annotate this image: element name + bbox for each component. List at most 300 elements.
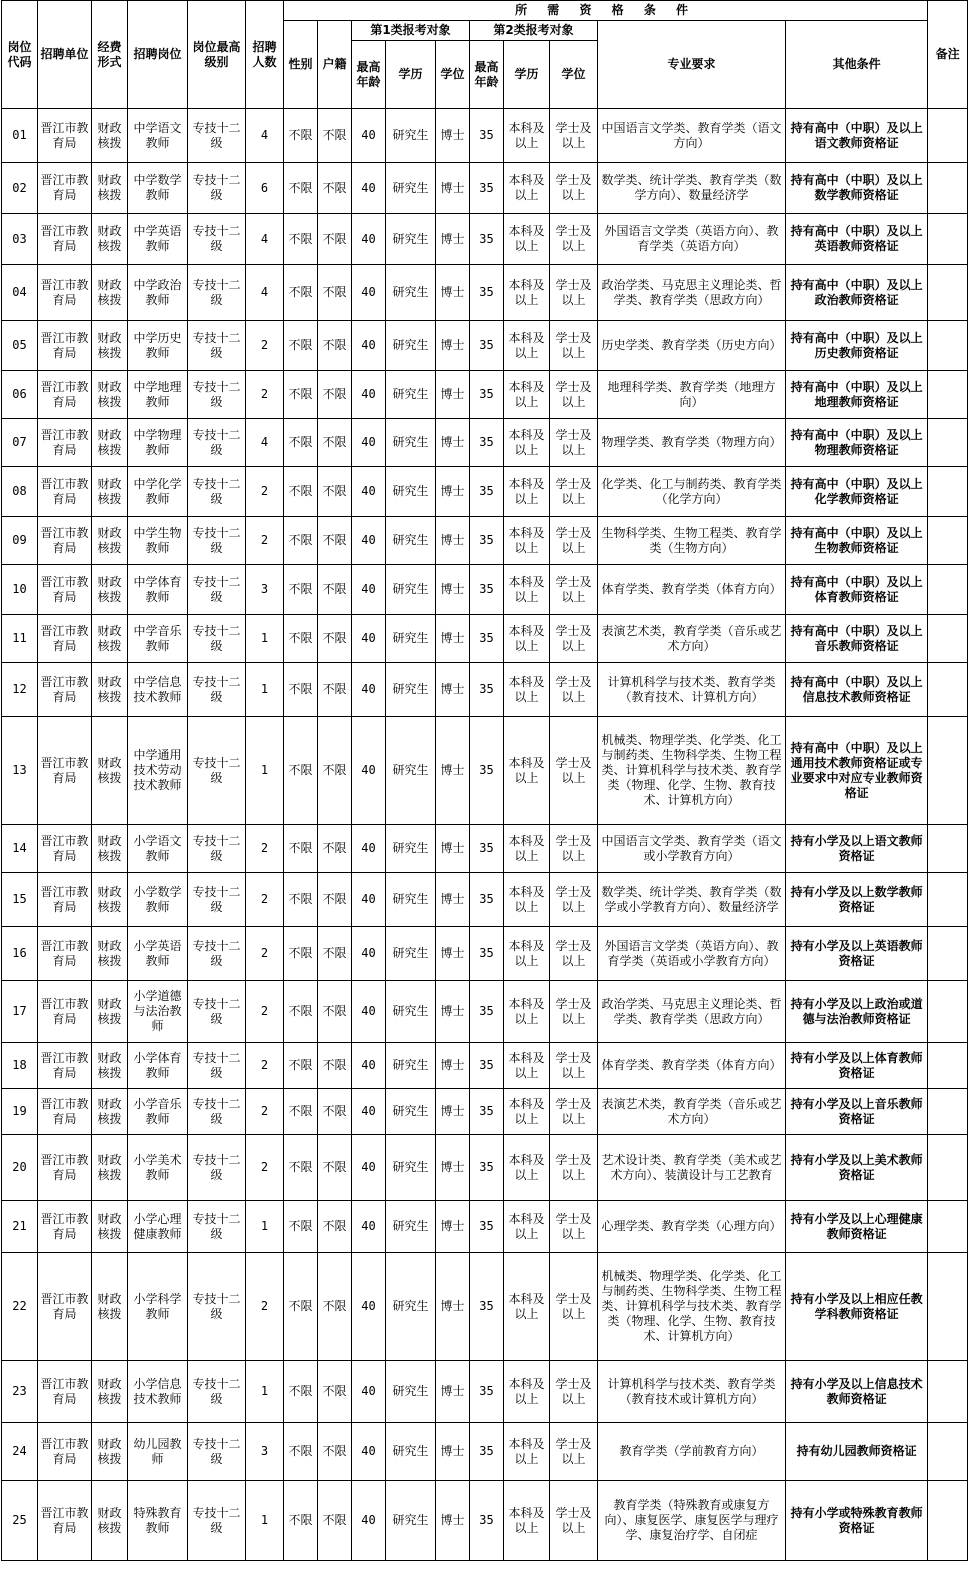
cell-remark (928, 1423, 968, 1481)
cell-other: 持有小学及以上相应任教学科教师资格证 (786, 1253, 928, 1361)
cell-unit: 晋江市教育局 (38, 1043, 92, 1089)
cell-code: 09 (2, 517, 38, 565)
cell-level: 专技十二级 (188, 321, 246, 371)
cell-education-1: 研究生 (386, 517, 436, 565)
cell-degree-2: 学士及以上 (550, 163, 598, 214)
cell-education-2: 本科及以上 (504, 517, 550, 565)
header-gender: 性别 (284, 21, 318, 109)
cell-remark (928, 265, 968, 321)
cell-other: 持有小学或特殊教育教师资格证 (786, 1481, 928, 1561)
cell-other: 持有高中（中职）及以上信息技术教师资格证 (786, 663, 928, 717)
cell-max-age-2: 35 (470, 1201, 504, 1253)
header-education-2: 学历 (504, 41, 550, 109)
table-row (2, 1361, 968, 1423)
cell-max-age-2: 35 (470, 517, 504, 565)
cell-gender: 不限 (284, 1481, 318, 1561)
cell-education-2: 本科及以上 (504, 109, 550, 163)
table-row (2, 1423, 968, 1481)
cell-degree-2: 学士及以上 (550, 109, 598, 163)
cell-code: 07 (2, 419, 38, 467)
table-row (2, 615, 968, 663)
cell-major: 教育学类（学前教育方向） (598, 1423, 786, 1481)
cell-unit: 晋江市教育局 (38, 663, 92, 717)
cell-education-1: 研究生 (386, 1253, 436, 1361)
cell-funding: 财政核拨 (92, 517, 128, 565)
cell-education-1: 研究生 (386, 1201, 436, 1253)
cell-funding: 财政核拨 (92, 265, 128, 321)
cell-position: 小学美术教师 (128, 1135, 188, 1201)
cell-hukou: 不限 (318, 1135, 352, 1201)
cell-other: 持有高中（中职）及以上英语教师资格证 (786, 214, 928, 265)
cell-level: 专技十二级 (188, 565, 246, 615)
cell-degree-2: 学士及以上 (550, 1253, 598, 1361)
cell-degree-1: 博士 (436, 927, 470, 981)
cell-max-age-1: 40 (352, 163, 386, 214)
cell-count: 2 (246, 1089, 284, 1135)
cell-education-2: 本科及以上 (504, 321, 550, 371)
table-row (2, 109, 968, 163)
cell-remark (928, 419, 968, 467)
cell-unit: 晋江市教育局 (38, 265, 92, 321)
cell-position: 中学地理教师 (128, 371, 188, 419)
cell-education-2: 本科及以上 (504, 1089, 550, 1135)
cell-major: 体育学类、教育学类（体育方向） (598, 565, 786, 615)
cell-degree-1: 博士 (436, 873, 470, 927)
cell-major: 体育学类、教育学类（体育方向） (598, 1043, 786, 1089)
cell-count: 1 (246, 717, 284, 825)
cell-other: 持有高中（中职）及以上地理教师资格证 (786, 371, 928, 419)
header-degree-2: 学位 (550, 41, 598, 109)
cell-degree-2: 学士及以上 (550, 1043, 598, 1089)
cell-funding: 财政核拨 (92, 1481, 128, 1561)
cell-major: 政治学类、马克思主义理论类、哲学类、教育学类（思政方向） (598, 265, 786, 321)
cell-major: 外国语言文学类（英语方向）、教育学类（英语方向） (598, 214, 786, 265)
cell-degree-1: 博士 (436, 517, 470, 565)
cell-max-age-1: 40 (352, 371, 386, 419)
cell-count: 2 (246, 981, 284, 1043)
cell-position: 中学通用技术劳动技术教师 (128, 717, 188, 825)
cell-unit: 晋江市教育局 (38, 565, 92, 615)
cell-education-2: 本科及以上 (504, 467, 550, 517)
cell-gender: 不限 (284, 1135, 318, 1201)
cell-max-age-1: 40 (352, 1361, 386, 1423)
cell-remark (928, 1089, 968, 1135)
cell-funding: 财政核拨 (92, 565, 128, 615)
table-row (2, 927, 968, 981)
cell-funding: 财政核拨 (92, 1201, 128, 1253)
cell-unit: 晋江市教育局 (38, 1361, 92, 1423)
cell-level: 专技十二级 (188, 825, 246, 873)
header-group2: 第2类报考对象 (470, 21, 598, 41)
cell-count: 2 (246, 321, 284, 371)
cell-funding: 财政核拨 (92, 873, 128, 927)
cell-unit: 晋江市教育局 (38, 981, 92, 1043)
cell-major: 表演艺术类，教育学类（音乐或艺术方向） (598, 1089, 786, 1135)
cell-level: 专技十二级 (188, 163, 246, 214)
cell-max-age-1: 40 (352, 1253, 386, 1361)
table-row (2, 1043, 968, 1089)
cell-hukou: 不限 (318, 517, 352, 565)
cell-major: 心理学类、教育学类（心理方向） (598, 1201, 786, 1253)
cell-max-age-2: 35 (470, 214, 504, 265)
cell-position: 小学英语教师 (128, 927, 188, 981)
cell-level: 专技十二级 (188, 467, 246, 517)
cell-count: 4 (246, 265, 284, 321)
table-row (2, 1135, 968, 1201)
cell-degree-2: 学士及以上 (550, 981, 598, 1043)
cell-count: 2 (246, 517, 284, 565)
cell-position: 中学政治教师 (128, 265, 188, 321)
cell-funding: 财政核拨 (92, 927, 128, 981)
cell-education-1: 研究生 (386, 419, 436, 467)
cell-max-age-2: 35 (470, 615, 504, 663)
cell-hukou: 不限 (318, 615, 352, 663)
cell-code: 13 (2, 717, 38, 825)
cell-major: 机械类、物理学类、化学类、化工与制药类、生物科学类、生物工程类、计算机科学与技术类、教育学类（物理、化学、生物、教育技术、计算机方向） (598, 717, 786, 825)
recruitment-table (1, 0, 968, 1561)
cell-gender: 不限 (284, 1201, 318, 1253)
cell-gender: 不限 (284, 927, 318, 981)
cell-education-1: 研究生 (386, 467, 436, 517)
cell-code: 20 (2, 1135, 38, 1201)
cell-other: 持有小学及以上政治或道德与法治教师资格证 (786, 981, 928, 1043)
cell-degree-2: 学士及以上 (550, 1481, 598, 1561)
cell-education-1: 研究生 (386, 321, 436, 371)
cell-count: 2 (246, 1135, 284, 1201)
cell-count: 1 (246, 615, 284, 663)
cell-unit: 晋江市教育局 (38, 717, 92, 825)
cell-count: 3 (246, 565, 284, 615)
cell-degree-2: 学士及以上 (550, 615, 598, 663)
header-group1: 第1类报考对象 (352, 21, 470, 41)
cell-hukou: 不限 (318, 109, 352, 163)
cell-gender: 不限 (284, 214, 318, 265)
cell-position: 小学科学教师 (128, 1253, 188, 1361)
cell-funding: 财政核拨 (92, 663, 128, 717)
cell-gender: 不限 (284, 1043, 318, 1089)
cell-degree-2: 学士及以上 (550, 467, 598, 517)
cell-unit: 晋江市教育局 (38, 214, 92, 265)
header-max-age-2: 最高年龄 (470, 41, 504, 109)
table-row (2, 321, 968, 371)
cell-hukou: 不限 (318, 163, 352, 214)
cell-max-age-1: 40 (352, 419, 386, 467)
cell-gender: 不限 (284, 109, 318, 163)
cell-hukou: 不限 (318, 1481, 352, 1561)
cell-unit: 晋江市教育局 (38, 927, 92, 981)
header-position: 招聘岗位 (128, 1, 188, 109)
cell-code: 04 (2, 265, 38, 321)
cell-max-age-2: 35 (470, 1135, 504, 1201)
cell-education-2: 本科及以上 (504, 1423, 550, 1481)
cell-level: 专技十二级 (188, 981, 246, 1043)
cell-code: 19 (2, 1089, 38, 1135)
cell-hukou: 不限 (318, 419, 352, 467)
cell-education-1: 研究生 (386, 265, 436, 321)
cell-code: 08 (2, 467, 38, 517)
cell-max-age-2: 35 (470, 981, 504, 1043)
cell-level: 专技十二级 (188, 927, 246, 981)
cell-degree-2: 学士及以上 (550, 265, 598, 321)
cell-max-age-1: 40 (352, 873, 386, 927)
cell-major: 生物科学类、生物工程类、教育学类（生物方向） (598, 517, 786, 565)
cell-degree-2: 学士及以上 (550, 1361, 598, 1423)
header-degree-1: 学位 (436, 41, 470, 109)
cell-level: 专技十二级 (188, 1201, 246, 1253)
cell-degree-1: 博士 (436, 467, 470, 517)
cell-code: 21 (2, 1201, 38, 1253)
cell-unit: 晋江市教育局 (38, 825, 92, 873)
cell-code: 25 (2, 1481, 38, 1561)
cell-funding: 财政核拨 (92, 163, 128, 214)
header-education-1: 学历 (386, 41, 436, 109)
cell-code: 24 (2, 1423, 38, 1481)
cell-max-age-1: 40 (352, 265, 386, 321)
table-row (2, 1089, 968, 1135)
cell-remark (928, 1361, 968, 1423)
cell-code: 23 (2, 1361, 38, 1423)
cell-major: 化学类、化工与制药类、教育学类（化学方向） (598, 467, 786, 517)
cell-unit: 晋江市教育局 (38, 615, 92, 663)
cell-education-1: 研究生 (386, 1089, 436, 1135)
cell-hukou: 不限 (318, 1043, 352, 1089)
cell-level: 专技十二级 (188, 214, 246, 265)
cell-major: 艺术设计类、教育学类（美术或艺术方向）、装潢设计与工艺教育 (598, 1135, 786, 1201)
cell-max-age-2: 35 (470, 1481, 504, 1561)
cell-code: 16 (2, 927, 38, 981)
cell-max-age-1: 40 (352, 1135, 386, 1201)
cell-education-1: 研究生 (386, 717, 436, 825)
cell-hukou: 不限 (318, 265, 352, 321)
cell-max-age-1: 40 (352, 214, 386, 265)
cell-other: 持有小学及以上英语教师资格证 (786, 927, 928, 981)
cell-funding: 财政核拨 (92, 321, 128, 371)
cell-education-1: 研究生 (386, 1423, 436, 1481)
cell-hukou: 不限 (318, 214, 352, 265)
cell-position: 中学生物教师 (128, 517, 188, 565)
cell-degree-2: 学士及以上 (550, 825, 598, 873)
cell-hukou: 不限 (318, 717, 352, 825)
cell-degree-1: 博士 (436, 163, 470, 214)
cell-level: 专技十二级 (188, 873, 246, 927)
cell-hukou: 不限 (318, 927, 352, 981)
cell-max-age-2: 35 (470, 927, 504, 981)
cell-gender: 不限 (284, 419, 318, 467)
cell-hukou: 不限 (318, 565, 352, 615)
cell-funding: 财政核拨 (92, 1423, 128, 1481)
cell-education-2: 本科及以上 (504, 1201, 550, 1253)
cell-max-age-2: 35 (470, 1361, 504, 1423)
cell-degree-2: 学士及以上 (550, 517, 598, 565)
cell-max-age-2: 35 (470, 419, 504, 467)
header-max-age-1: 最高年龄 (352, 41, 386, 109)
cell-other: 持有高中（中职）及以上语文教师资格证 (786, 109, 928, 163)
cell-remark (928, 825, 968, 873)
cell-degree-1: 博士 (436, 825, 470, 873)
cell-education-1: 研究生 (386, 1481, 436, 1561)
cell-count: 3 (246, 1423, 284, 1481)
table-row (2, 873, 968, 927)
cell-degree-1: 博士 (436, 1361, 470, 1423)
cell-max-age-2: 35 (470, 1089, 504, 1135)
cell-major: 数学类、统计学类、教育学类（数学方向）、数量经济学 (598, 163, 786, 214)
table-row (2, 717, 968, 825)
cell-code: 05 (2, 321, 38, 371)
cell-degree-1: 博士 (436, 419, 470, 467)
cell-max-age-1: 40 (352, 109, 386, 163)
cell-major: 数学类、统计学类、教育学类（数学或小学教育方向）、数量经济学 (598, 873, 786, 927)
cell-degree-2: 学士及以上 (550, 927, 598, 981)
cell-unit: 晋江市教育局 (38, 1253, 92, 1361)
cell-max-age-1: 40 (352, 927, 386, 981)
cell-education-2: 本科及以上 (504, 1361, 550, 1423)
cell-remark (928, 214, 968, 265)
cell-level: 专技十二级 (188, 1423, 246, 1481)
cell-level: 专技十二级 (188, 615, 246, 663)
cell-remark (928, 565, 968, 615)
cell-degree-1: 博士 (436, 1423, 470, 1481)
cell-education-2: 本科及以上 (504, 565, 550, 615)
cell-degree-1: 博士 (436, 1481, 470, 1561)
cell-major: 计算机科学与技术类、教育学类（教育技术、计算机方向） (598, 663, 786, 717)
cell-unit: 晋江市教育局 (38, 467, 92, 517)
cell-funding: 财政核拨 (92, 1043, 128, 1089)
table-row (2, 265, 968, 321)
cell-position: 中学化学教师 (128, 467, 188, 517)
header-level: 岗位最高级别 (188, 1, 246, 109)
cell-hukou: 不限 (318, 981, 352, 1043)
cell-degree-2: 学士及以上 (550, 1423, 598, 1481)
cell-position: 小学体育教师 (128, 1043, 188, 1089)
cell-max-age-2: 35 (470, 825, 504, 873)
cell-degree-1: 博士 (436, 717, 470, 825)
cell-degree-1: 博士 (436, 1253, 470, 1361)
cell-remark (928, 1043, 968, 1089)
cell-other: 持有高中（中职）及以上物理教师资格证 (786, 419, 928, 467)
table-body (2, 109, 968, 1561)
cell-remark (928, 873, 968, 927)
cell-remark (928, 163, 968, 214)
cell-major: 机械类、物理学类、化学类、化工与制药类、生物科学类、生物工程类、计算机科学与技术类、教育学类（物理、化学、生物、教育技术、计算机方向） (598, 1253, 786, 1361)
cell-code: 10 (2, 565, 38, 615)
cell-hukou: 不限 (318, 1361, 352, 1423)
cell-max-age-2: 35 (470, 371, 504, 419)
cell-remark (928, 615, 968, 663)
cell-gender: 不限 (284, 565, 318, 615)
cell-position: 中学英语教师 (128, 214, 188, 265)
table-row (2, 565, 968, 615)
table-row (2, 371, 968, 419)
table-row (2, 214, 968, 265)
cell-funding: 财政核拨 (92, 1361, 128, 1423)
cell-education-1: 研究生 (386, 981, 436, 1043)
cell-position: 小学信息技术教师 (128, 1361, 188, 1423)
cell-education-1: 研究生 (386, 214, 436, 265)
table-row (2, 981, 968, 1043)
cell-count: 2 (246, 1253, 284, 1361)
cell-hukou: 不限 (318, 371, 352, 419)
cell-count: 2 (246, 825, 284, 873)
cell-level: 专技十二级 (188, 1253, 246, 1361)
cell-unit: 晋江市教育局 (38, 1481, 92, 1561)
cell-degree-1: 博士 (436, 1201, 470, 1253)
cell-education-1: 研究生 (386, 615, 436, 663)
cell-hukou: 不限 (318, 825, 352, 873)
cell-gender: 不限 (284, 873, 318, 927)
cell-max-age-1: 40 (352, 981, 386, 1043)
cell-degree-1: 博士 (436, 565, 470, 615)
cell-remark (928, 1253, 968, 1361)
cell-unit: 晋江市教育局 (38, 163, 92, 214)
cell-remark (928, 1201, 968, 1253)
cell-degree-1: 博士 (436, 214, 470, 265)
header-major: 专业要求 (598, 21, 786, 109)
cell-remark (928, 467, 968, 517)
cell-degree-1: 博士 (436, 265, 470, 321)
cell-major: 计算机科学与技术类、教育学类（教育技术或计算机方向） (598, 1361, 786, 1423)
cell-major: 中国语言文学类、教育学类（语文或小学教育方向） (598, 825, 786, 873)
cell-count: 4 (246, 214, 284, 265)
cell-degree-1: 博士 (436, 615, 470, 663)
cell-position: 中学物理教师 (128, 419, 188, 467)
cell-education-2: 本科及以上 (504, 214, 550, 265)
cell-count: 2 (246, 1043, 284, 1089)
cell-education-2: 本科及以上 (504, 419, 550, 467)
cell-gender: 不限 (284, 265, 318, 321)
cell-remark (928, 927, 968, 981)
cell-level: 专技十二级 (188, 1135, 246, 1201)
cell-position: 小学音乐教师 (128, 1089, 188, 1135)
cell-education-2: 本科及以上 (504, 1253, 550, 1361)
cell-max-age-1: 40 (352, 565, 386, 615)
cell-remark (928, 371, 968, 419)
cell-degree-2: 学士及以上 (550, 214, 598, 265)
cell-code: 18 (2, 1043, 38, 1089)
header-qualifications: 所 需 资 格 条 件 (284, 1, 928, 21)
cell-degree-1: 博士 (436, 663, 470, 717)
cell-level: 专技十二级 (188, 1043, 246, 1089)
cell-hukou: 不限 (318, 321, 352, 371)
cell-degree-2: 学士及以上 (550, 1201, 598, 1253)
cell-degree-1: 博士 (436, 371, 470, 419)
cell-level: 专技十二级 (188, 663, 246, 717)
cell-count: 2 (246, 371, 284, 419)
cell-position: 中学数学教师 (128, 163, 188, 214)
cell-gender: 不限 (284, 467, 318, 517)
cell-gender: 不限 (284, 163, 318, 214)
cell-max-age-1: 40 (352, 717, 386, 825)
cell-level: 专技十二级 (188, 1089, 246, 1135)
cell-degree-2: 学士及以上 (550, 663, 598, 717)
table-row (2, 825, 968, 873)
cell-max-age-1: 40 (352, 1201, 386, 1253)
cell-degree-2: 学士及以上 (550, 873, 598, 927)
cell-max-age-1: 40 (352, 1481, 386, 1561)
cell-hukou: 不限 (318, 1201, 352, 1253)
cell-degree-2: 学士及以上 (550, 565, 598, 615)
cell-level: 专技十二级 (188, 517, 246, 565)
cell-funding: 财政核拨 (92, 1135, 128, 1201)
cell-max-age-1: 40 (352, 1089, 386, 1135)
cell-funding: 财政核拨 (92, 109, 128, 163)
cell-hukou: 不限 (318, 1089, 352, 1135)
cell-degree-2: 学士及以上 (550, 321, 598, 371)
cell-funding: 财政核拨 (92, 214, 128, 265)
cell-code: 14 (2, 825, 38, 873)
cell-education-2: 本科及以上 (504, 873, 550, 927)
cell-funding: 财政核拨 (92, 419, 128, 467)
cell-code: 22 (2, 1253, 38, 1361)
